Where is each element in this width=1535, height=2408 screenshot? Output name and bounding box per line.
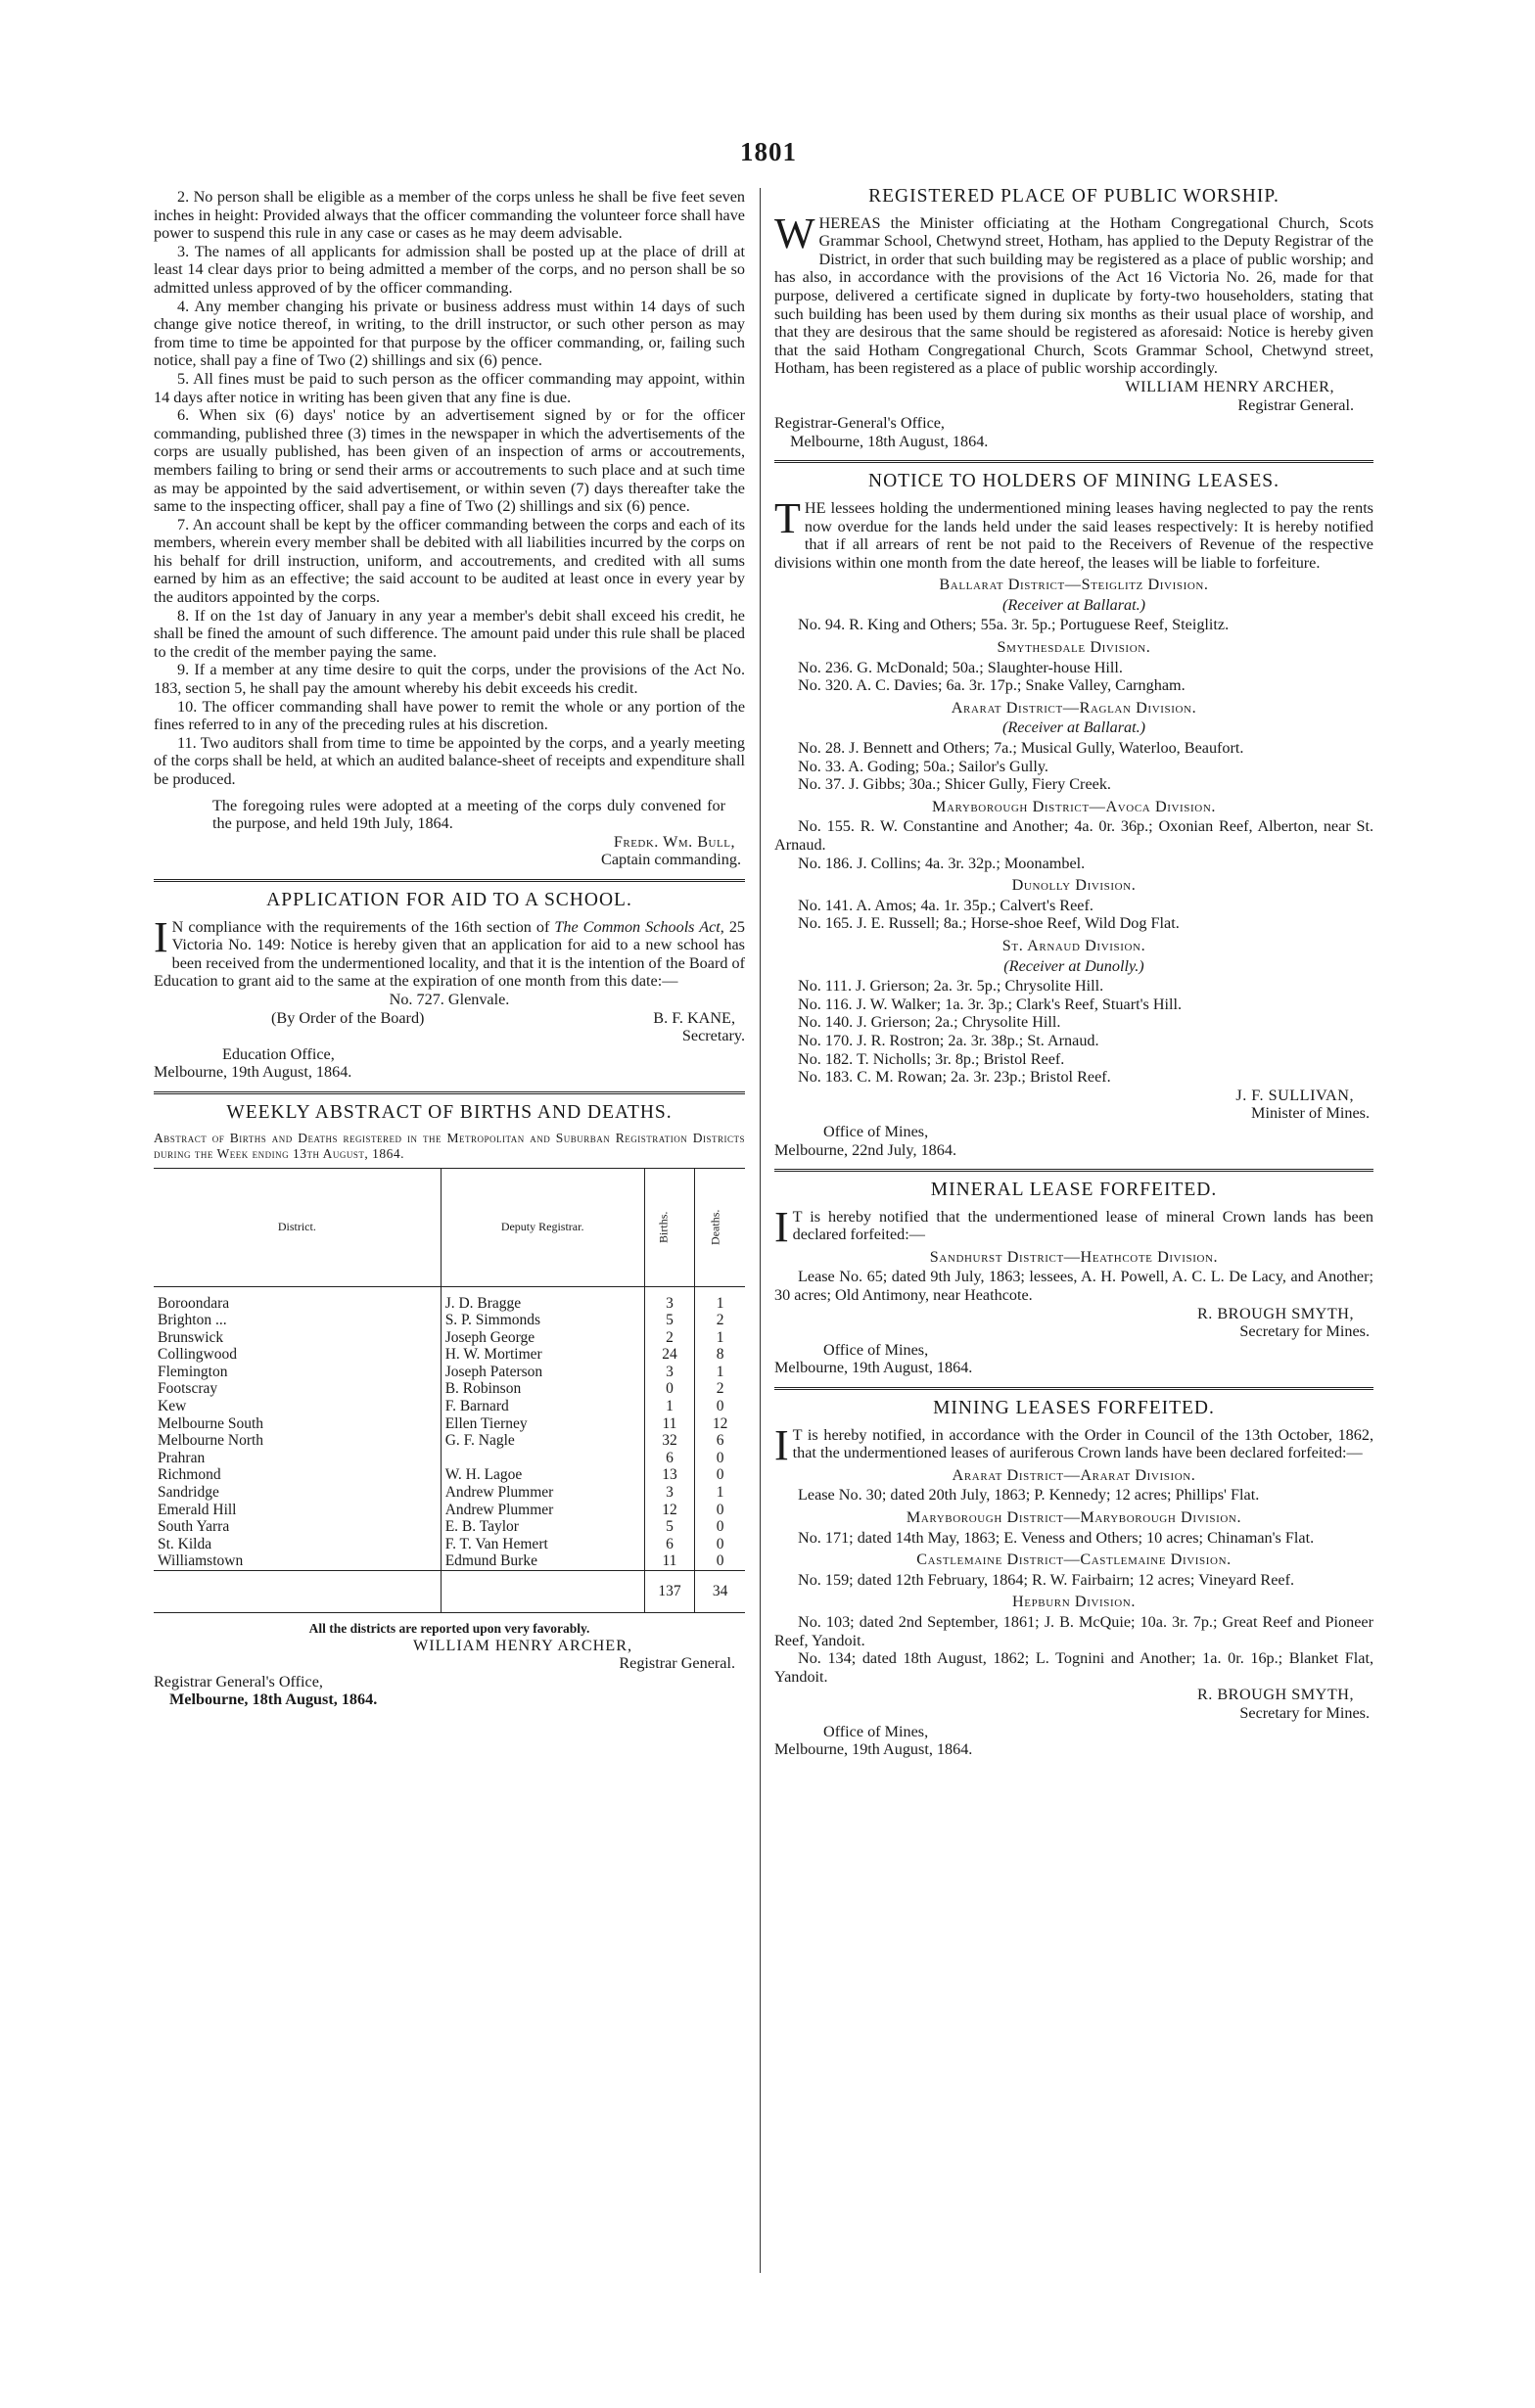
lease-entry: No. 170. J. R. Rostron; 2a. 3r. 38p.; St. Arnaud. (798, 1031, 1099, 1049)
lease-entry: No. 155. R. W. Constantine and Another; 4a. 0r. 36p.; Oxonian Reef, Alberton, near St. Arnaud. (774, 817, 1373, 854)
lease-entry: Lease No. 65; dated 9th July, 1863; lessees, A. H. Powell, A. C. L. De Lacy, and Another; 30 acres; Old Antimony, near Heathcote. (774, 1268, 1373, 1305)
mining-forfeited-title: MINING LEASES FORFEITED. (933, 1398, 1215, 1419)
lease-entry: Lease No. 30; dated 20th July, 1863; P. Kennedy; 12 acres; Phillips' Flat. (798, 1486, 1260, 1505)
lease-entry: No. 103; dated 2nd September, 1861; J. B. McQuie; 10a. 3r. 7p.; Great Reef and Pioneer Reef, Yandoit. (774, 1612, 1373, 1649)
office-name: Office of Mines, (823, 1722, 929, 1740)
rule-item: 6. When six (6) days' notice by an advertisement signed by or for the officer commanding, published three (3) times in the newspaper in which the advertisements of the corps are usually published, has been given of an inspection of arms or accoutrements, members failing to bring or send their arms or accoutrements to such place and at such time as may be appointed by the said advertisement, or within seven (7) days thereafter take the same to the inspecting officer, shall pay a fine of Two (2) shillings and six (6) pence. (154, 406, 745, 516)
section-divider (154, 1091, 745, 1094)
table-row: South Yarra E. B. Taylor 5 0 (154, 1518, 745, 1536)
table-row: Footscray B. Robinson 0 2 (154, 1380, 745, 1398)
lease-entry: No. 165. J. E. Russell; 8a.; Horse-shoe Reef, Wild Dog Flat. (798, 914, 1180, 933)
mineral-lease-title: MINERAL LEASE FORFEITED. (930, 1180, 1218, 1201)
rule-item: 2. No person shall be eligible as a member of the corps unless he shall be five feet seven inches in height: Provided always that the officer commanding the volunteer force shall have power to suspend this rule in any case or cases as he may deem advisable. (154, 188, 745, 243)
lease-entry: No. 183. C. M. Rowan; 2a. 3r. 23p.; Bristol Reef. (798, 1068, 1111, 1087)
division-heading: Dunolly Division. (1011, 876, 1137, 895)
office-name: Registrar-General's Office, (774, 414, 945, 433)
lease-entry: No. 236. G. McDonald; 50a.; Slaughter-house Hill. (798, 658, 1123, 676)
table-row: Flemington Joseph Paterson 3 1 (154, 1364, 745, 1381)
lease-entry: No. 140. J. Grierson; 2a.; Chrysolite Hill. (798, 1013, 1061, 1032)
signer-name: R. BROUGH SMYTH, (1196, 1686, 1354, 1704)
act-name: The Common Schools Act (554, 917, 721, 936)
mining-forfeited-body: T is hereby notified, in accordance with the Order in Council of the 13th October, 1862, that the undermentioned leases of auriferous Crown lands have been declared forfeited:— (792, 1425, 1373, 1462)
signer-name: WILLIAM HENRY ARCHER, (412, 1636, 633, 1654)
rule-item: 4. Any member changing his private or business address must within 14 days of such change give notice thereof, in writing, to the drill instructor, or such other person as may from time to time be appointed for that purpose by the officer commanding, or, failing such notice, shall pay a fine of Two (2) shillings and six (6) pence. (154, 297, 745, 370)
place-date: Melbourne, 19th August, 1864. (154, 1063, 352, 1082)
lease-entry: No. 94. R. King and Others; 55a. 3r. 5p.; Portuguese Reef, Steiglitz. (798, 616, 1230, 634)
worship-section (774, 188, 1373, 450)
office-name: Registrar General's Office, (154, 1672, 323, 1690)
signer-name: R. BROUGH SMYTH, (1196, 1304, 1354, 1322)
signer-title: Secretary. (681, 1027, 745, 1045)
section-divider (774, 1169, 1373, 1172)
lease-entry: No. 171; dated 14th May, 1863; E. Veness and Others; 10 acres; Chinaman's Flat. (798, 1528, 1315, 1547)
rule-item: 11. Two auditors shall from time to time be appointed by the corps, and a yearly meeting of the corps shall be held, at which an audited balance-sheet of receipts and expenditure shall be produced. (154, 733, 745, 788)
signer-title: Registrar General. (1237, 395, 1354, 414)
rule-item: 8. If on the 1st day of January in any year a member's debit shall exceed his credit, he shall be fined the amount of such difference. The amount paid under this rule shall be placed to the credit of the member paying the same. (154, 606, 745, 661)
table-row: Collingwood H. W. Mortimer 24 8 (154, 1346, 745, 1364)
adoption-statement: The foregoing rules were adopted at a meeting of the corps duly convened for the purpose, and held 19th July, 1864. (212, 796, 725, 833)
signer-name: WILLIAM HENRY ARCHER, (1125, 377, 1334, 395)
dropcap: W (774, 208, 815, 257)
school-aid-section (154, 889, 745, 1082)
section-divider (774, 1387, 1373, 1390)
births-deaths-table (154, 1168, 745, 1613)
table-row: Sandridge Andrew Plummer 3 1 (154, 1484, 745, 1502)
place-date: Melbourne, 22nd July, 1864. (774, 1140, 956, 1159)
rule-item: 3. The names of all applicants for admission shall be posted up at the place of drill at least 14 clear days prior to being admitted a member of the corps, and no person shall be so admitted unless approved of by the officer commanding. (154, 242, 745, 297)
total-births: 137 (644, 1571, 695, 1613)
lease-entry: No. 111. J. Grierson; 2a. 3r. 5p.; Chrysolite Hill. (798, 977, 1104, 996)
signer-name: J. F. SULLIVAN, (1235, 1086, 1354, 1104)
division-heading: Castlemaine District—Castlemaine Division. (916, 1551, 1232, 1569)
office-name: Office of Mines, (823, 1122, 929, 1140)
place-date: Melbourne, 18th August, 1864. (790, 432, 989, 450)
dropcap: T (774, 493, 801, 542)
place-date: Melbourne, 18th August, 1864. (169, 1690, 378, 1709)
mining-holders-section (774, 473, 1373, 1159)
worship-title: REGISTERED PLACE OF PUBLIC WORSHIP. (868, 186, 1279, 207)
school-aid-body: N compliance with the requirements of the 16th section of (171, 917, 555, 936)
lease-entry: No. 28. J. Bennett and Others; 7a.; Musical Gully, Waterloo, Beaufort. (798, 739, 1244, 758)
dropcap: I (774, 1202, 789, 1251)
division-heading: Maryborough District—Maryborough Division. (906, 1508, 1242, 1526)
mining-forfeited-section (774, 1400, 1373, 1759)
right-column (774, 188, 1373, 1759)
division-heading: Ararat District—Raglan Division. (951, 698, 1197, 717)
births-deaths-title: WEEKLY ABSTRACT OF BIRTHS AND DEATHS. (226, 1101, 673, 1123)
totals-row (154, 1571, 745, 1613)
office-name: Education Office, (222, 1044, 335, 1063)
signer-name: B. F. KANE, (653, 1008, 735, 1027)
worship-body: HEREAS the Minister officiating at the Hotham Congregational Church, Scots Grammar School, Chetwynd street, Hotham, has applied to the Deputy Registrar of the District, in order that such building may be registered as a place of public worship; and has also, in accordance with the provisions of the Act 16 Victoria No. 26, made for that purpose, delivered a certificate signed in duplicate by forty-two householders, stating that such building has been used by them during six months as their usual place of worship, and that they are desirous that the same should be registered as aforesaid: Notice is hereby given that the said Hotham Congregational Church, Scots Grammar School, Chetwynd street, Hotham, has been registered as a place of public worship accordingly. (774, 213, 1373, 378)
table-row: St. Kilda F. T. Van Hemert 6 0 (154, 1536, 745, 1553)
table-row: Brunswick Joseph George 2 1 (154, 1329, 745, 1347)
dropcap: I (154, 912, 168, 961)
corps-rules-section (154, 188, 745, 869)
signer-title: Secretary for Mines. (1239, 1322, 1370, 1341)
lease-entry: No. 141. A. Amos; 4a. 1r. 35p.; Calvert's Reef. (798, 896, 1093, 914)
signer-title: Registrar General. (619, 1654, 735, 1673)
division-heading: Smythesdale Division. (997, 638, 1151, 657)
table-note: All the districts are reported upon very favorably. (308, 1620, 590, 1636)
section-divider (154, 879, 745, 882)
receiver-note: (Receiver at Ballarat.) (1001, 595, 1146, 614)
left-column (154, 188, 745, 1709)
school-name: No. 727. Glenvale. (389, 990, 510, 1008)
place-date: Melbourne, 19th August, 1864. (774, 1740, 973, 1759)
lease-entry: No. 320. A. C. Davies; 6a. 3r. 17p.; Snake Valley, Carngham. (798, 676, 1186, 695)
signer-name: Fredk. Wm. Bull, (613, 832, 735, 851)
mining-holders-body: HE lessees holding the undermentioned mining leases having neglected to pay the rents now overdue for the lands held under the said leases respectively: It is hereby notified that if all arrears of rent be not paid to the Receivers of Revenue of the respective divisions within one month from the date hereof, the leases will be liable to forfeiture. (774, 498, 1373, 572)
division-heading: Sandhurst District—Heathcote Division. (929, 1247, 1219, 1266)
column-header-district: District. (154, 1168, 441, 1286)
lease-entry: No. 182. T. Nicholls; 3r. 8p.; Bristol Reef. (798, 1049, 1065, 1068)
mining-holders-title: NOTICE TO HOLDERS OF MINING LEASES. (868, 471, 1279, 492)
table-row: Boroondara J. D. Bragge 3 1 (154, 1286, 745, 1312)
table-row: Kew F. Barnard 1 0 (154, 1398, 745, 1415)
column-header-registrar: Deputy Registrar. (441, 1168, 644, 1286)
division-heading: Ballarat District—Steiglitz Division. (939, 576, 1209, 594)
table-row: Brighton ... S. P. Simmonds 5 2 (154, 1312, 745, 1329)
births-deaths-subtitle: Abstract of Births and Deaths registered in the Metropolitan and Suburban Registration Districts during the Week ending 13th August, 1864. (154, 1130, 745, 1161)
office-name: Office of Mines, (823, 1340, 929, 1359)
division-heading: Ararat District—Ararat Division. (952, 1465, 1196, 1484)
lease-entry: No. 33. A. Goding; 50a.; Sailor's Gully. (798, 757, 1048, 775)
table-row: Melbourne North G. F. Nagle 32 6 (154, 1432, 745, 1450)
division-heading: Hepburn Division. (1011, 1593, 1136, 1611)
division-heading: Maryborough District—Avoca Division. (931, 797, 1217, 815)
lease-entry: No. 159; dated 12th February, 1864; R. W. Fairbairn; 12 acres; Vineyard Reef. (798, 1570, 1295, 1589)
signer-title: Minister of Mines. (1251, 1104, 1370, 1123)
births-deaths-section (154, 1101, 745, 1709)
lease-entry: No. 37. J. Gibbs; 30a.; Shicer Gully, Fiery Creek. (798, 775, 1111, 794)
rule-item: 9. If a member at any time desire to quit the corps, under the provisions of the Act No. 183, section 5, he shall pay the amount whereby his debit exceeds his credit. (154, 661, 745, 698)
table-row: Melbourne South Ellen Tierney 11 12 (154, 1415, 745, 1433)
table-row: Williamstown Edmund Burke 11 0 (154, 1552, 745, 1570)
table-row: Prahran 6 0 (154, 1450, 745, 1467)
table-row: Richmond W. H. Lagoe 13 0 (154, 1466, 745, 1484)
mineral-lease-section (774, 1181, 1373, 1377)
by-order: (By Order of the Board) (271, 1008, 425, 1027)
school-aid-body-cont: , 25 Victoria No. 149: Notice is hereby given that an application for aid to a new school has been received from the undermentioned locality, and that it is the intention of the Board of Education to grant aid to the same at the expiration of one month from this date:— (154, 917, 745, 991)
rule-item: 5. All fines must be paid to such person as the officer commanding may appoint, within 14 days after notice in writing has been given that any fine is due. (154, 369, 745, 406)
lease-entry: No. 134; dated 18th August, 1862; L. Tognini and Another; 1a. 0r. 16p.; Blanket Flat, Yandoit. (774, 1649, 1373, 1686)
column-header-births: Births. (655, 1211, 670, 1243)
rule-item: 7. An account shall be kept by the officer commanding between the corps and each of its members, wherein every member shall be debited with all liabilities incurred by the corps on his behalf for drill instruction, uniform, and accoutrements, and credited with all sums earned by him as an effective; the said account to be audited at least once in every year by the auditors appointed by the corps. (154, 515, 745, 607)
signer-title: Secretary for Mines. (1239, 1703, 1370, 1722)
signer-title: Captain commanding. (601, 851, 741, 869)
lease-entry: No. 116. J. W. Walker; 1a. 3r. 3p.; Clark's Reef, Stuart's Hill. (798, 995, 1183, 1013)
section-divider (774, 460, 1373, 463)
receiver-note: (Receiver at Dunolly.) (1003, 956, 1144, 975)
total-deaths: 34 (695, 1571, 745, 1613)
dropcap: I (774, 1420, 789, 1469)
mineral-lease-body: T is hereby notified that the undermentioned lease of mineral Crown lands has been declared forfeited:— (792, 1207, 1373, 1244)
page-number: 1801 (740, 137, 797, 166)
receiver-note: (Receiver at Ballarat.) (1001, 718, 1146, 737)
school-aid-title: APPLICATION FOR AID TO A SCHOOL. (266, 889, 632, 910)
place-date: Melbourne, 19th August, 1864. (774, 1359, 973, 1377)
lease-entry: No. 186. J. Collins; 4a. 3r. 32p.; Moonambel. (798, 854, 1086, 872)
rule-item: 10. The officer commanding shall have power to remit the whole or any portion of the fines referred to in any of the preceding rules at his discretion. (154, 697, 745, 734)
division-heading: St. Arnaud Division. (1001, 936, 1146, 954)
column-header-deaths: Deaths. (708, 1209, 722, 1245)
column-divider (760, 188, 761, 2273)
table-row: Emerald Hill Andrew Plummer 12 0 (154, 1502, 745, 1519)
